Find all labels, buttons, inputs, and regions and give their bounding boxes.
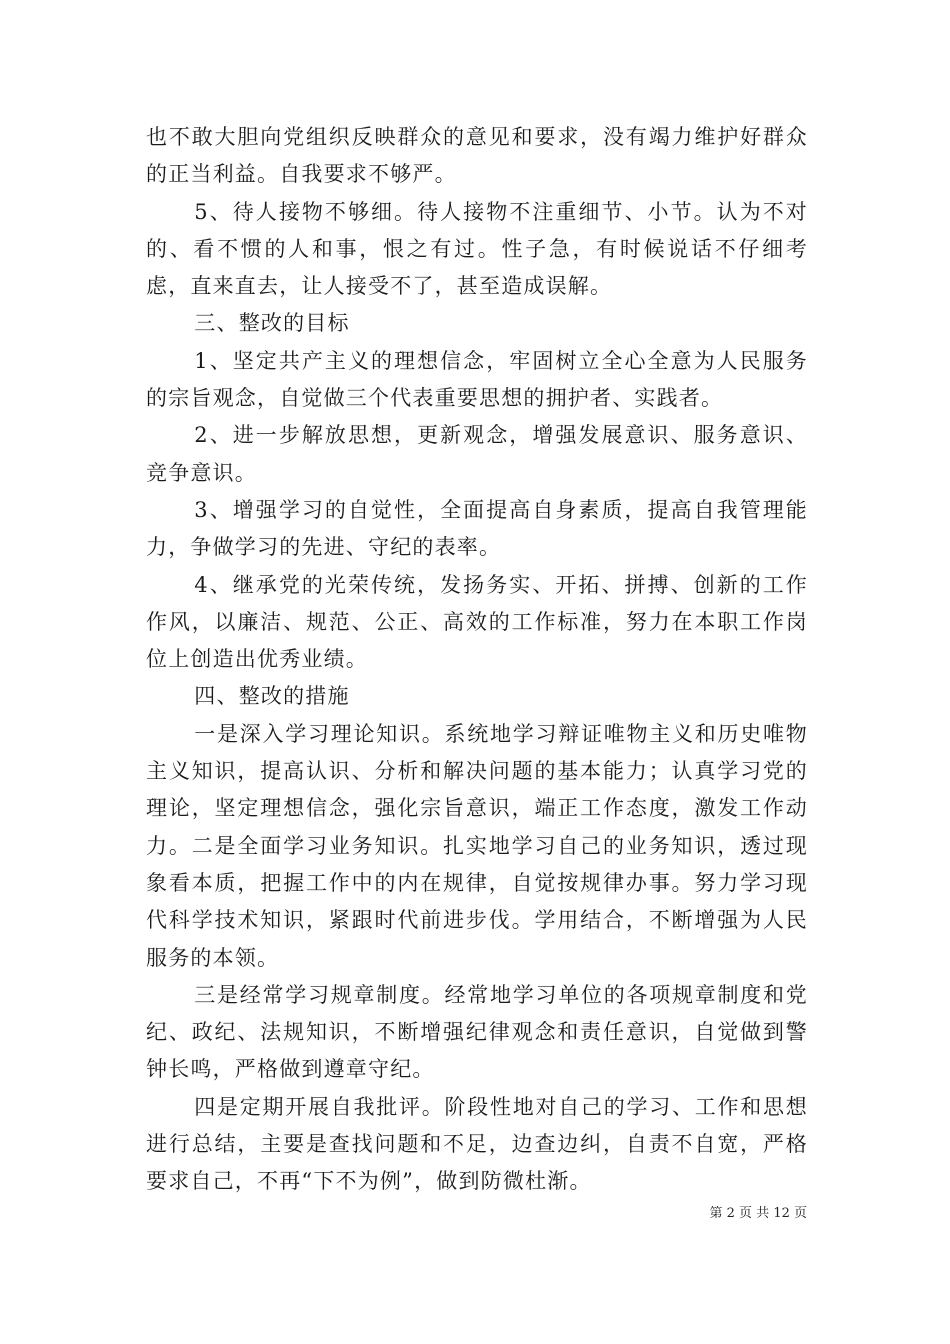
paragraph-goal-1: 1、坚定共产主义的理想信念，牢固树立全心全意为人民服务的宗旨观念，自觉做三个代表重要思想的拥护者、实践者。: [146, 348, 808, 411]
paragraph-goal-4: 4、继承党的光荣传统，发扬务实、开拓、拼搏、创新的工作作风，以廉洁、规范、公正、高效的工作标准，努力在本职工作岗位上创造出优秀业绩。: [146, 572, 808, 672]
paragraph-item-5: 5、待人接物不够细。待人接物不注重细节、小节。认为不对的、看不惯的人和事，恨之有过。性子急，有时候说话不仔细考虑，直来直去，让人接受不了，甚至造成误解。: [146, 199, 808, 299]
paragraph-measure-1-2: 一是深入学习理论知识。系统地学习辩证唯物主义和历史唯物主义知识，提高认识、分析和解决问题的基本能力；认真学习党的理论，坚定理想信念，强化宗旨意识，端正工作态度，激发工作动力。二是全面学习业务知识。扎实地学习自己的业务知识，透过现象看本质，把握工作中的内在规律，自觉按规律办事。努力学习现代科学技术知识，紧跟时代前进步伐。学用结合，不断增强为人民服务的本领。: [146, 721, 808, 970]
paragraph-measure-4: 四是定期开展自我批评。阶段性地对自己的学习、工作和思想进行总结，主要是查找问题和不足，边查边纠，自责不自宽，严格要求自己，不再“下不为例”，做到防微杜渐。: [146, 1094, 808, 1194]
page-number: 第 2 页 共 12 页: [709, 1206, 807, 1221]
paragraph-goal-3: 3、增强学习的自觉性，全面提高自身素质，提高自我管理能力，争做学习的先进、守纪的表率。: [146, 497, 808, 560]
paragraph-goal-2: 2、进一步解放思想，更新观念，增强发展意识、服务意识、竞争意识。: [146, 423, 808, 485]
section-heading-measures: 四、整改的措施: [194, 684, 350, 709]
section-heading-goals: 三、整改的目标: [194, 311, 350, 336]
paragraph-continued: 也不敢大胆向党组织反映群众的意见和要求，没有竭力维护好群众的正当利益。自我要求不够严。: [146, 125, 808, 187]
paragraph-measure-3: 三是经常学习规章制度。经常地学习单位的各项规章制度和党纪、政纪、法规知识，不断增强纪律观念和责任意识，自觉做到警钟长鸣，严格做到遵章守纪。: [146, 982, 808, 1082]
document-body: [146, 119, 808, 1201]
